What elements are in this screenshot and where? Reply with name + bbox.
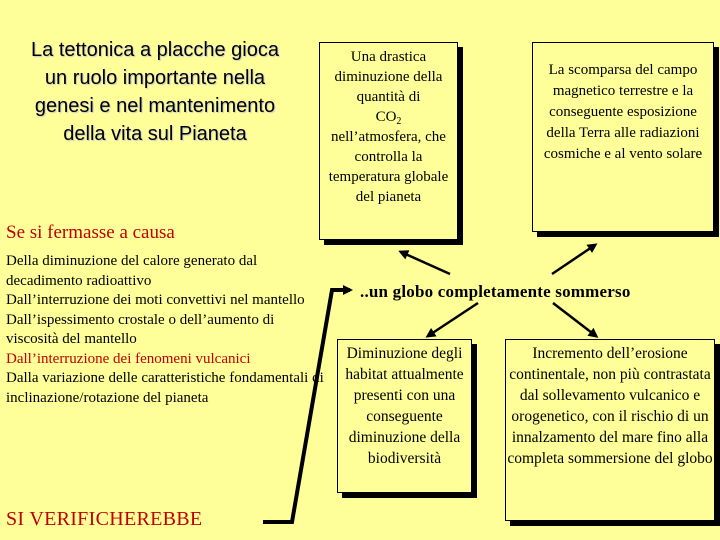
co2-box-text-1: Una drastica diminuzione della quantità di (334, 49, 443, 105)
arrow-to-erosion-box (553, 303, 596, 336)
arrow-to-magnetic-box (552, 245, 595, 274)
arrow-to-co2-box (401, 252, 450, 274)
magnetic-field-box: La scomparsa del campo magnetico terrestre e la conseguente esposizione della Terra alle radiazioni cosmiche e al vento solare (532, 42, 714, 232)
biodiversity-box: Diminuzione degli habitat attualmente presenti con una conseguente diminuzione della biodiversità (337, 339, 472, 493)
main-connector-arrow (263, 290, 350, 522)
cause-item-crust-thickening: Dall’ispessimento crostale o dell’aumento di viscosità del mantello (6, 311, 275, 347)
page-title: La tettonica a placche gioca un ruolo importante nella genesi e nel mantenimento della vita sul Pianeta (31, 39, 279, 145)
cause-item-radioactive-decay: Della diminuzione del calore generato dal decadimento radioattivo (6, 253, 258, 289)
co2-formula: $CO_2$ (375, 109, 402, 127)
cause-item-rotation: Dalla variazione delle caratteristiche fondamentali di inclinazione/rotazione del pianeta (6, 370, 324, 406)
erosion-box: Incremento dell’erosione continentale, non più contrastata dal sollevamento vulcanico e orogenetico, con il rischio di un innalzamento del mare fino alla completa sommersione del globo (505, 339, 715, 521)
verify-label: SI VERIFICHEREBBE (6, 508, 203, 530)
cause-heading: Se si fermasse a causa (6, 222, 175, 243)
cause-item-volcanism: Dall’interruzione dei fenomeni vulcanici (6, 350, 251, 367)
arrow-to-biodiversity-box (428, 303, 478, 336)
co2-box-text-2: nell’atmosfera, che controlla la temperatura globale del pianeta (328, 129, 449, 205)
cause-item-convection: Dall’interruzione dei moti convettivi nel mantello (6, 292, 305, 308)
result-label: ..un globo completamente sommerso (360, 282, 631, 301)
